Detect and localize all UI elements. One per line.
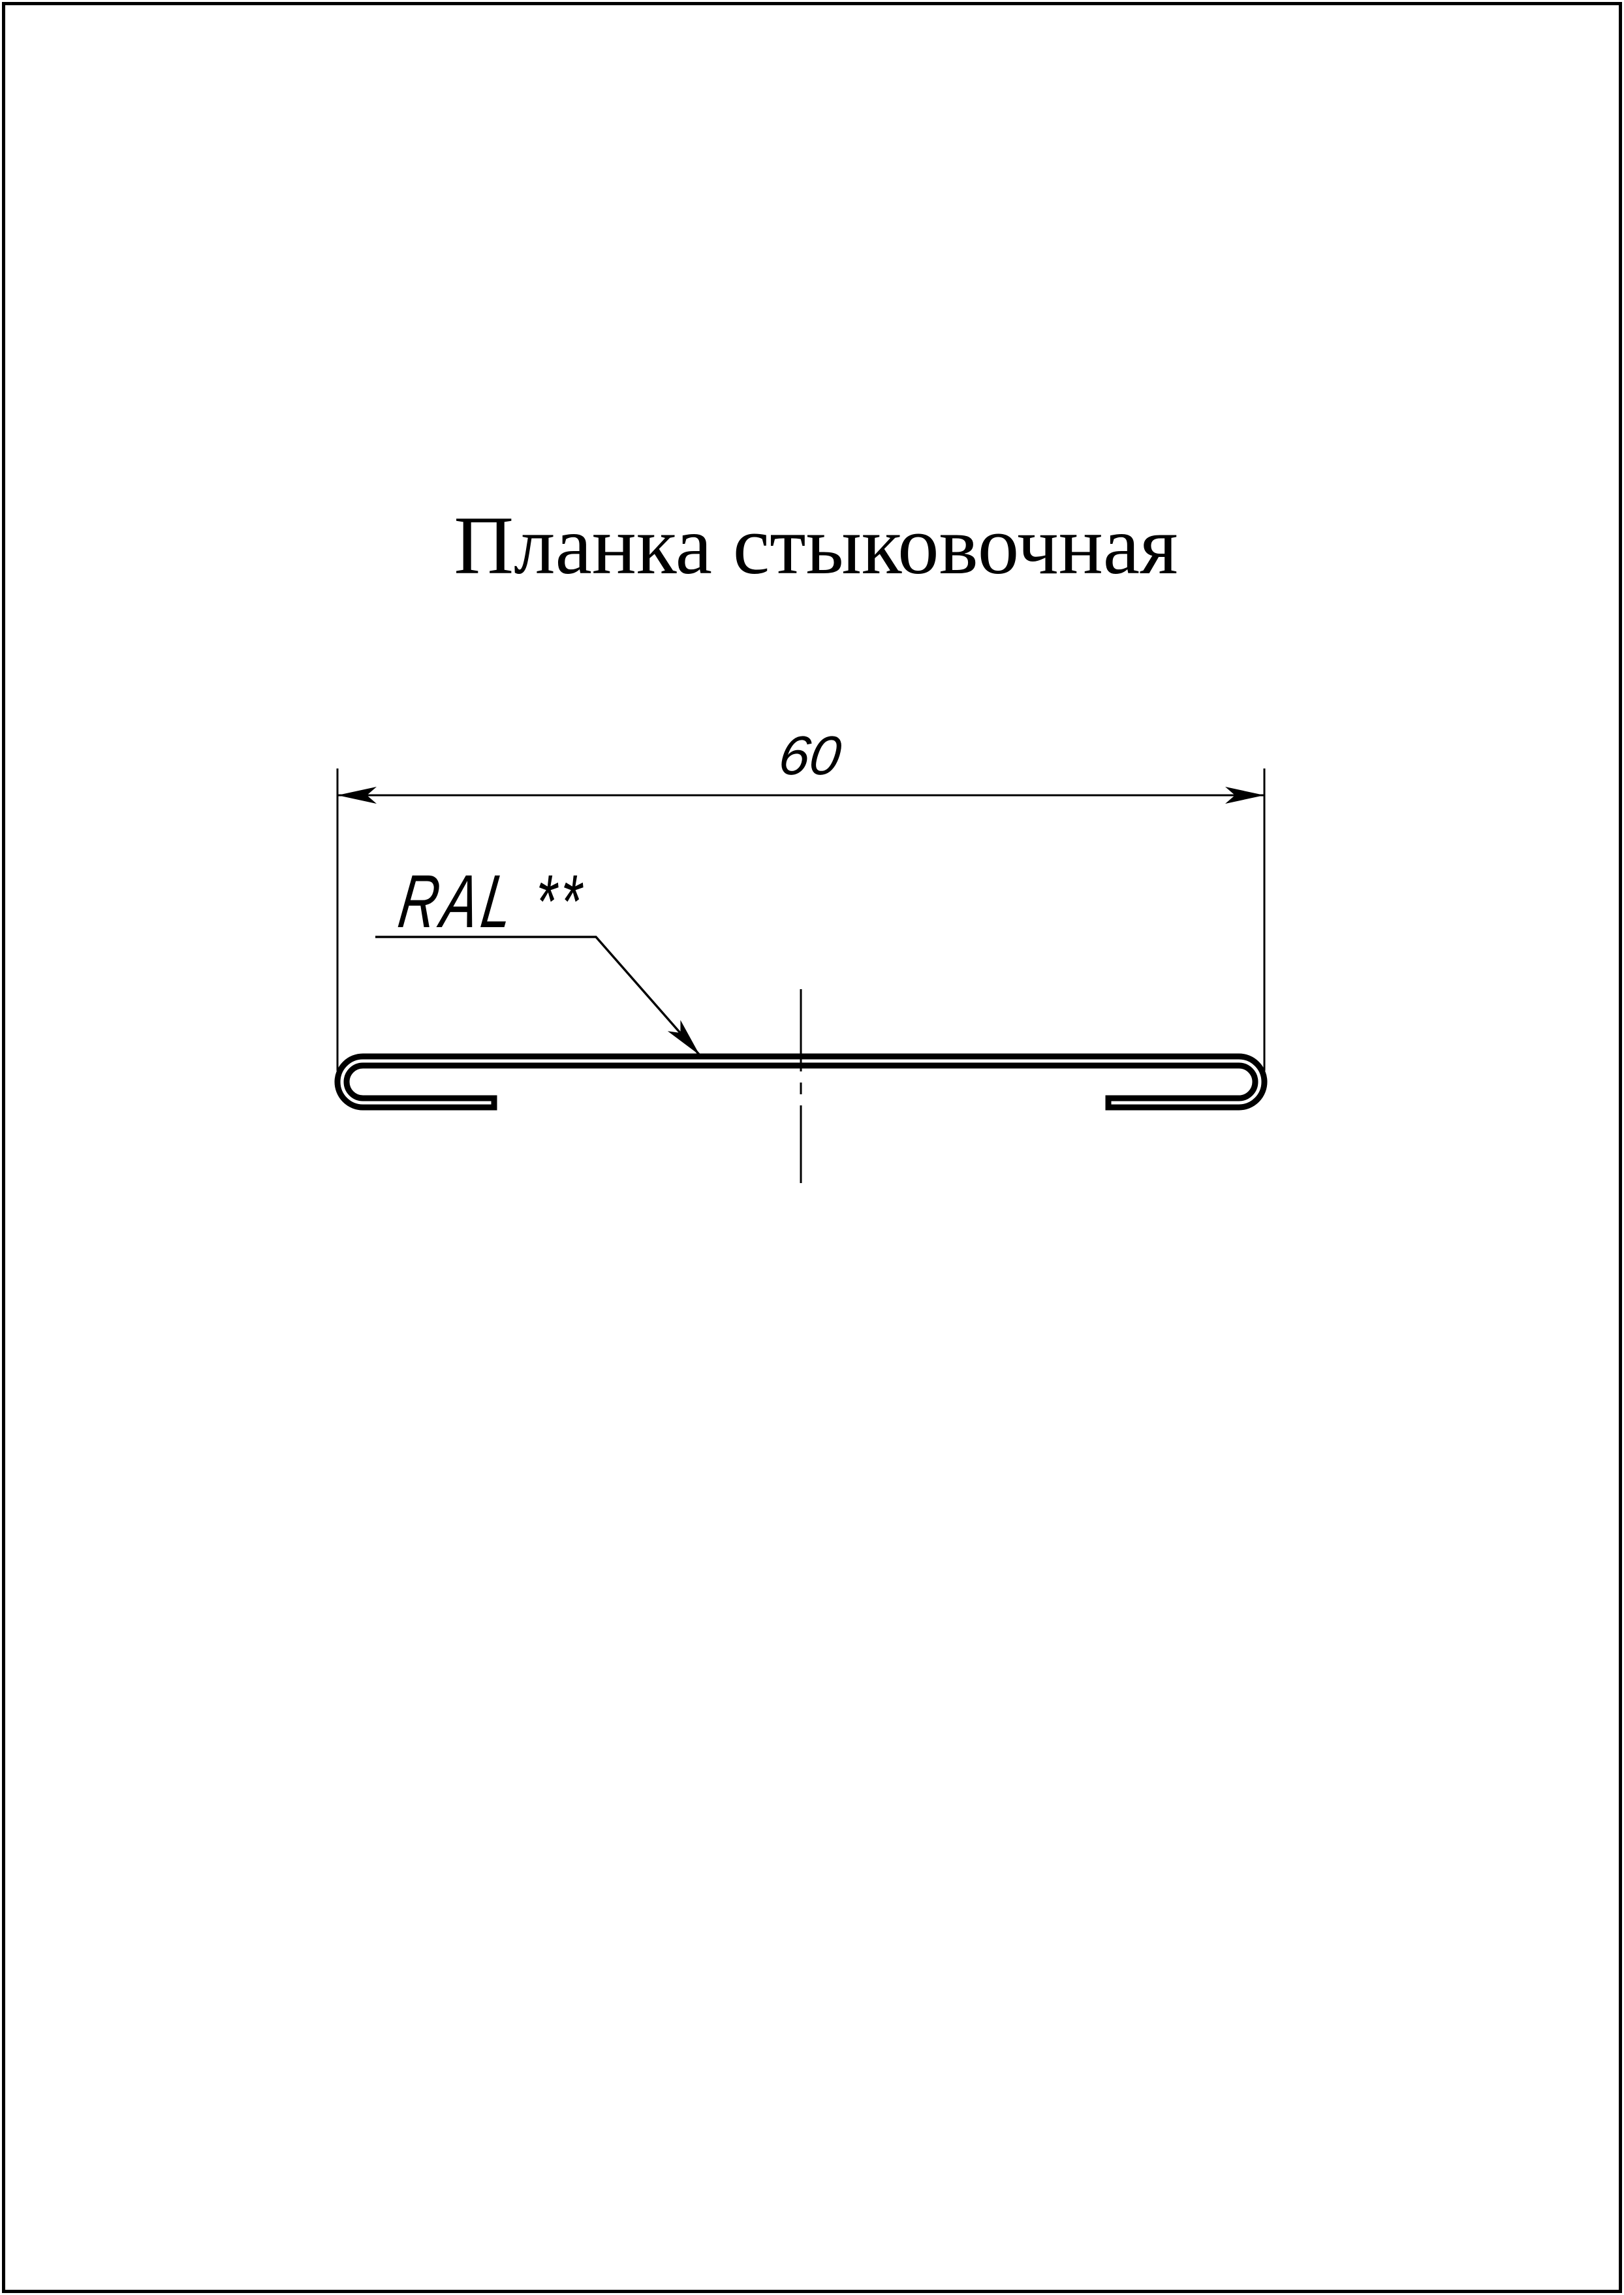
drawing-title: Планка стыковочная: [454, 500, 1178, 592]
material-label: RAL **: [394, 860, 589, 944]
leader-line: [375, 937, 700, 1055]
dimension-value: 60: [775, 725, 845, 786]
material-callout: [375, 860, 706, 1060]
